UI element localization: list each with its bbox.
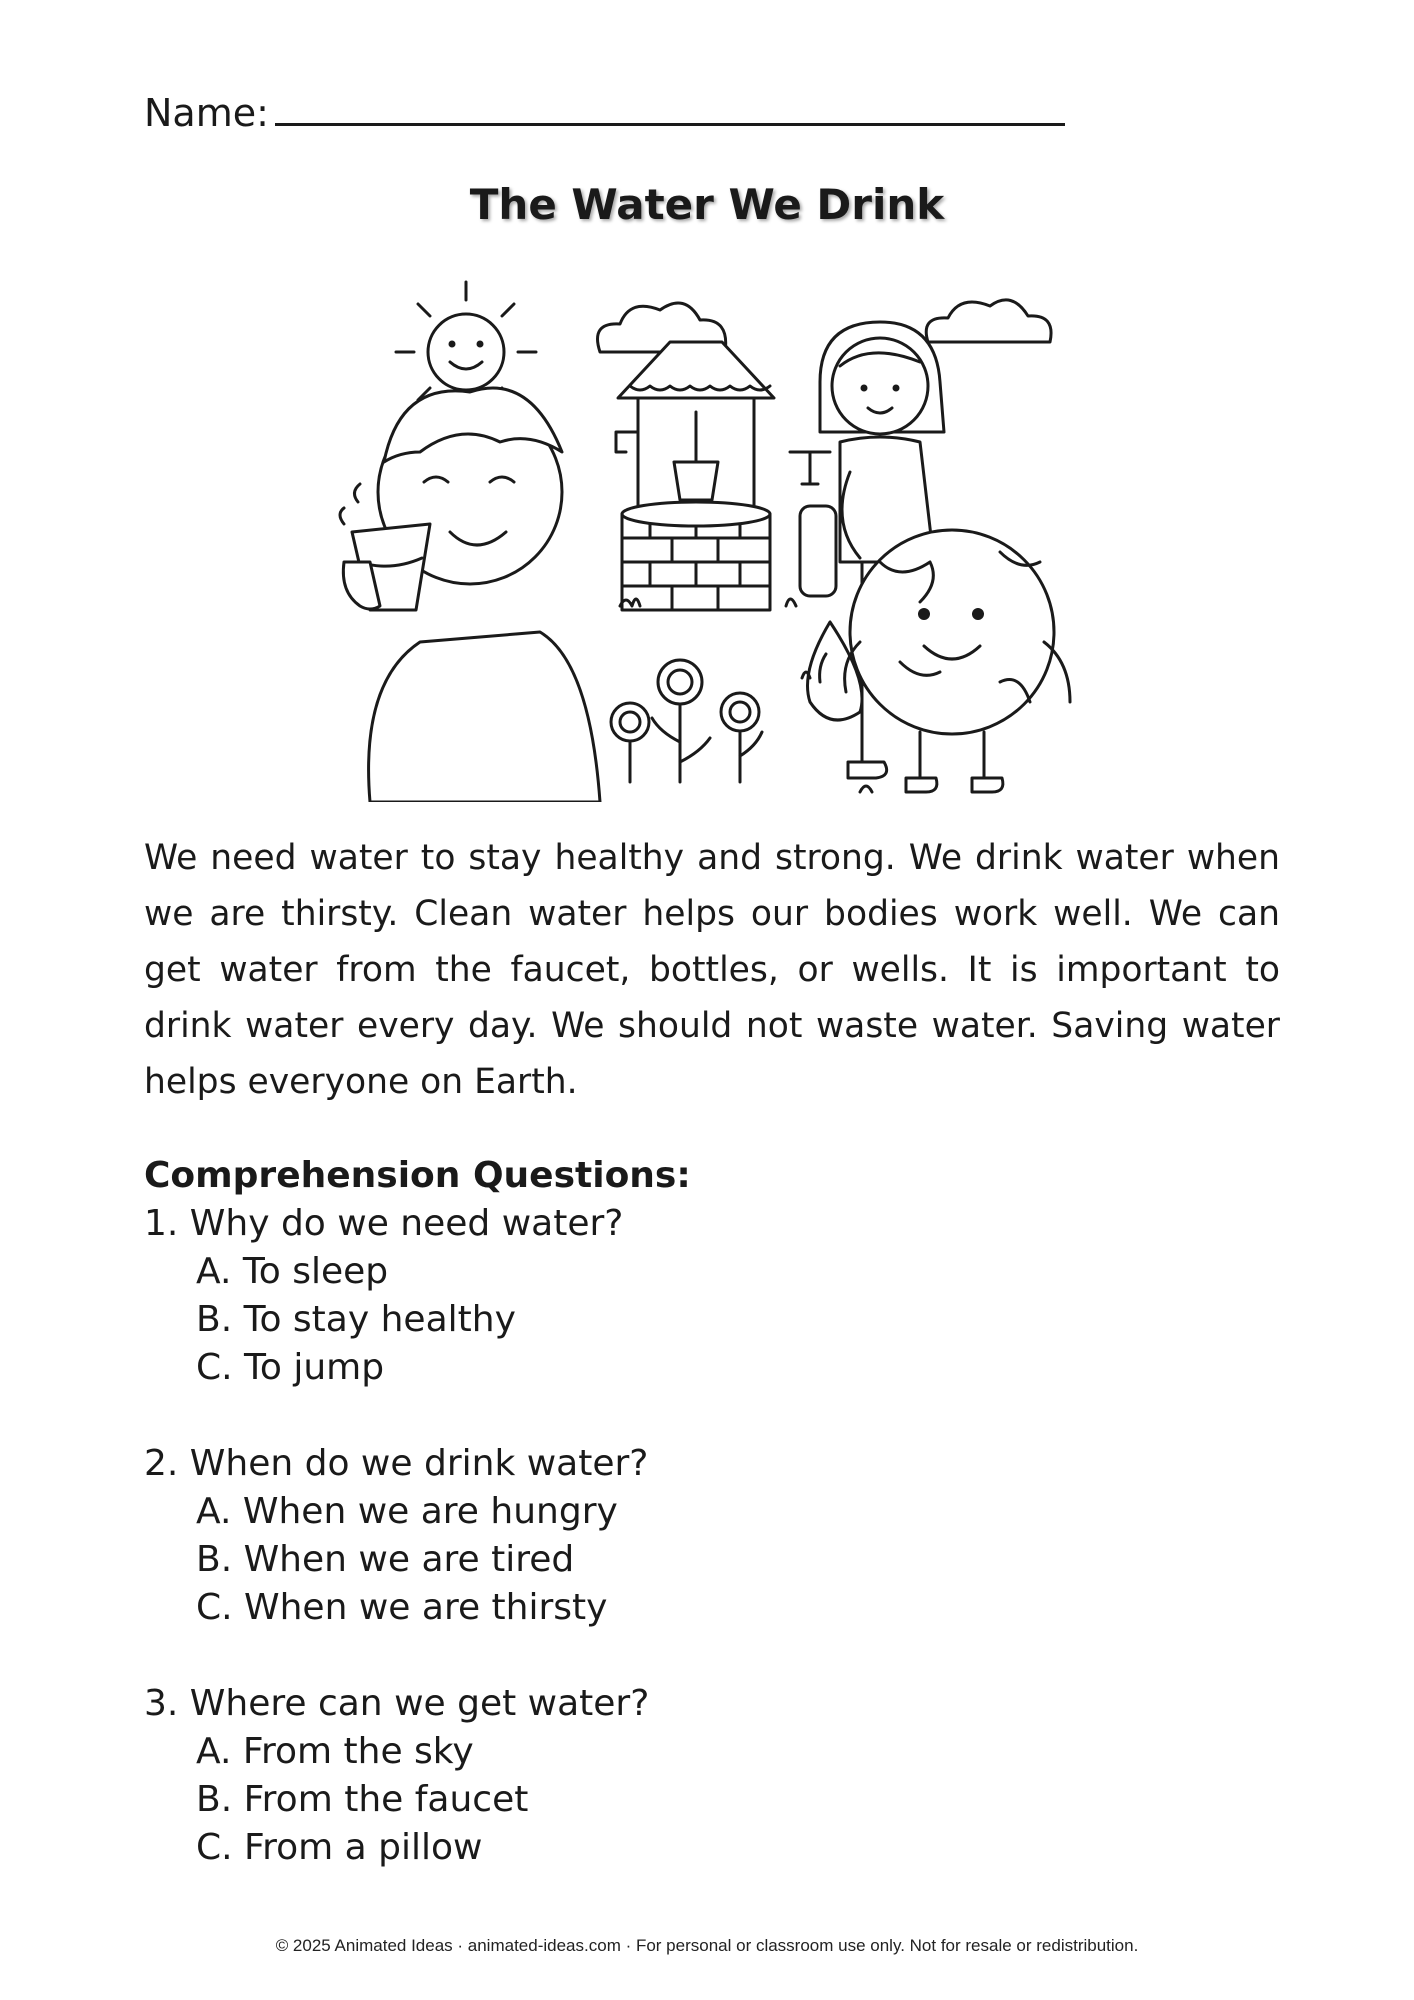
flower-icon <box>611 660 762 782</box>
answer-option[interactable]: A. When we are hungry <box>196 1491 618 1532</box>
answer-option[interactable]: C. To jump <box>196 1347 385 1388</box>
cloud-icon <box>598 300 1052 352</box>
copyright-footer: © 2025 Animated Ideas · animated-ideas.com · For personal or classroom use only. Not for resale or redistribution. <box>275 1936 1139 1955</box>
question-block <box>144 1440 1280 1632</box>
answer-option[interactable]: A. To sleep <box>196 1251 389 1292</box>
boy-drinking-icon <box>340 388 600 802</box>
question-text: 1. Why do we need water? <box>144 1203 624 1244</box>
question-text: 3. Where can we get water? <box>144 1683 650 1724</box>
water-illustration <box>300 262 1118 802</box>
answer-option[interactable]: B. From the faucet <box>196 1779 529 1820</box>
worksheet-title: The Water We Drink <box>469 180 945 229</box>
answer-option[interactable]: B. To stay healthy <box>196 1299 516 1340</box>
reading-passage: We need water to stay healthy and strong. We drink water when we are thirsty. Clean water helps our bodies work well. We can get water from the faucet, bottles, or wells. It is important to drink water every day. We should not waste water. Saving water helps everyone on Earth. <box>144 838 1280 1102</box>
question-block <box>144 1200 1280 1392</box>
name-field[interactable] <box>144 88 1065 138</box>
name-blank-line[interactable] <box>275 89 1065 126</box>
question-block <box>144 1680 1280 1872</box>
answer-option[interactable]: B. When we are tired <box>196 1539 575 1580</box>
comprehension-questions <box>144 1152 1280 1872</box>
answer-option[interactable]: A. From the sky <box>196 1731 474 1772</box>
question-text: 2. When do we drink water? <box>144 1443 649 1484</box>
questions-heading: Comprehension Questions: <box>144 1155 691 1196</box>
well-icon <box>616 342 774 610</box>
earth-character-icon <box>845 530 1070 792</box>
answer-option[interactable]: C. From a pillow <box>196 1827 483 1868</box>
answer-option[interactable]: C. When we are thirsty <box>196 1587 608 1628</box>
name-label: Name: <box>144 91 269 135</box>
